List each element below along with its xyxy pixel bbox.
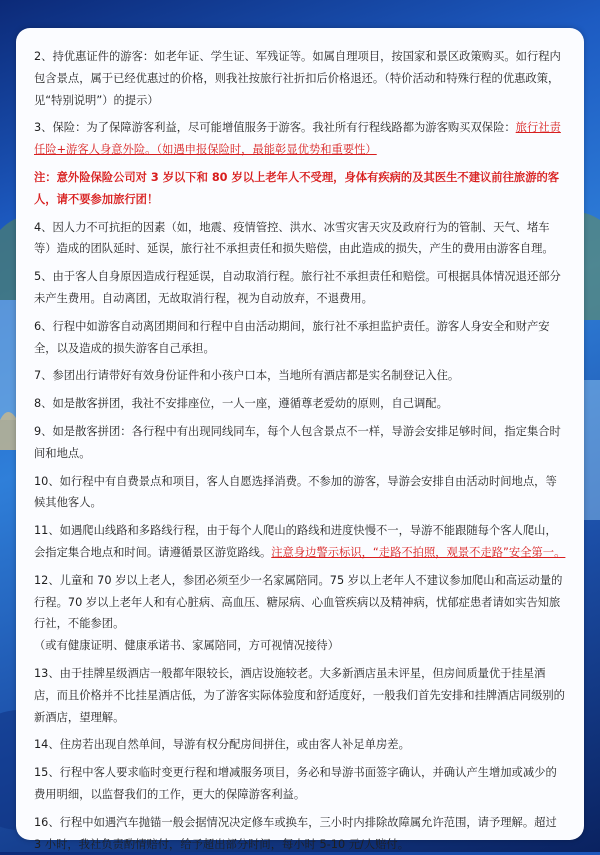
item-9-paragraph: 9、如是散客拼团：各行程中有出现同线同车，每个人包含景点不一样，导游会安排足够时间，指定集合时间和地点。 — [34, 424, 561, 460]
item-3-text: 3、保险：为了保障游客利益，尽可能增值服务于游客。我社所有行程线路都为游客购买双保险： — [34, 121, 516, 135]
item-2-paragraph: 2、持优惠证件的游客：如老年证、学生证、军残证等。如属自理项目，按国家和景区政策购买。如行程内包含景点，属于已经优惠过的价格，则我社按旅行社折扣后价格退还。（特价活动和特殊行程的优惠政策，见“特别说明”）的提示） — [34, 50, 561, 107]
item-4-paragraph: 4、因人力不可抗拒的因素（如，地震、疫情管控、洪水、冰雪灾害天灾及政府行为的管制、天气、堵车等）造成的团队延时、延误，旅行社不承担责任和损失赔偿，由此造成的损失，产生的费用由游客自理。 — [34, 220, 554, 256]
item-11-paragraph — [34, 520, 566, 564]
notice-card — [16, 28, 584, 851]
safety-highlight: 注意身边警示标识，“走路不拍照，观景不走路”安全第一。 — [271, 545, 566, 559]
item-7-paragraph: 7、参团出行请带好有效身份证件和小孩户口本，当地所有酒店都是实名制登记入住。 — [34, 369, 460, 383]
item-15-paragraph: 15、行程中客人要求临时变更行程和增减服务项目，务必和导游书面签字确认，并确认产生增加或减少的费用明细，以监督我们的工作，更大的保障游客利益。 — [34, 766, 557, 801]
item-5-paragraph: 5、由于客人自身原因造成行程延误，自动取消行程。旅行社不承担责任和赔偿。可根据具体情况退还部分未产生费用。自动离团，无故取消行程，视为自动放弃，不退费用。 — [34, 270, 561, 305]
insurance-highlight: 旅行社责任险+游客人身意外险。（如遇申报保险时，最能彰显优势和重要性） — [34, 121, 561, 157]
item-14-paragraph: 14、住房若出现自然单间，导游有权分配房间拼住，或由客人补足单房差。 — [34, 738, 410, 752]
item-11-text: 11、如遇爬山线路和多路线行程，由于每个人爬山的路线和进度快慢不一，导游不能跟随每个客人爬山，会指定集合地点和时间。请遵循景区游览路线。 — [34, 524, 557, 559]
item-12-paragraph — [34, 570, 566, 657]
item-16-paragraph: 16、行程中如遇汽车抛锚一般会据情况决定修车或换车，三小时内排除故障属允许范围，请予理解。超过 3 小时，我社负责酌情赔付，给予超出部分时间，每小时 5-10 元/人赔付。 — [34, 815, 557, 851]
item-12-text: 12、儿童和 70 岁以上老人，参团必须至少一名家属陪同。75 岁以上老年人不建议参加爬山和高运动量的行程。70 岁以上老年人和有心脏病、高血压、糖尿病、心血管疾病以及精神病，忧郁症患者请如实告知旅行社，不能参团。 — [34, 573, 563, 631]
insurance-note: 注：意外险保险公司对 3 岁以下和 80 岁以上老年人不受理，身体有疾病的及其医生不建议前往旅游的客人，请不要参加旅行团！ — [34, 170, 560, 206]
item-6-paragraph: 6、行程中如游客自动离团期间和行程中自由活动期间，旅行社不承担监护责任。游客人身安全和财产安全，以及造成的损失游客自己承担。 — [34, 319, 550, 355]
item-12-note: （或有健康证明、健康承诺书、家属陪同，方可视情况接待） — [34, 639, 340, 653]
item-10-paragraph: 10、如行程中有自费景点和项目，客人自愿选择消费。不参加的游客，导游会安排自由活动时间地点，等候其他客人。 — [34, 474, 557, 510]
item-3-paragraph — [34, 117, 566, 161]
item-13-paragraph: 13、由于挂牌星级酒店一般都年限较长，酒店设施较老。大多新酒店虽未评星，但房间质量优于挂星酒店，而且价格并不比挂星酒店低，为了游客实际体验度和舒适度好，一般我们首先安排和挂牌酒店同级别的新酒店，望理解。 — [34, 666, 565, 724]
item-8-paragraph: 8、如是散客拼团，我社不安排座位，一人一座，遵循尊老爱幼的原则，自己调配。 — [34, 397, 448, 411]
